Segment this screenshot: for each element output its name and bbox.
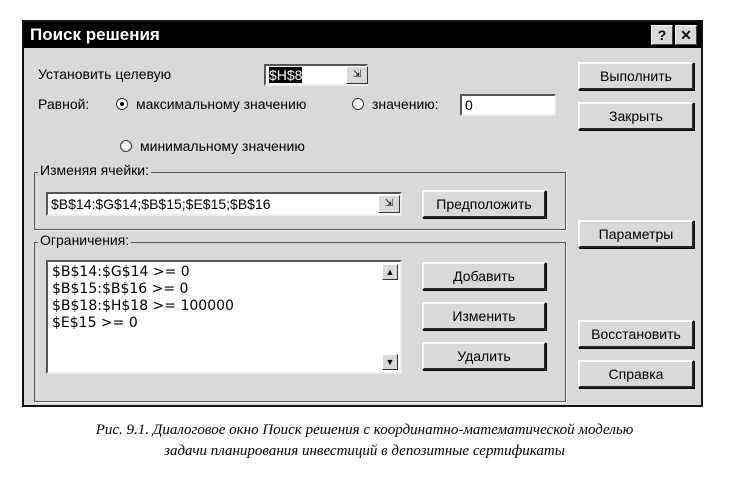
constraint-item[interactable]: $B$14:$G$14 >= 0 <box>52 264 190 280</box>
solver-dialog <box>22 20 703 407</box>
radio-min[interactable] <box>120 140 132 152</box>
constraint-item[interactable]: $B$15:$B$16 >= 0 <box>52 281 189 297</box>
help-button[interactable]: Справка <box>578 360 694 388</box>
constraints-list[interactable] <box>46 260 402 374</box>
close-button[interactable]: Закрыть <box>578 102 694 130</box>
scroll-up-icon[interactable]: ▲ <box>382 264 398 280</box>
changing-cells-label: Изменяя ячейки: <box>40 162 149 178</box>
delete-constraint-button[interactable]: Удалить <box>422 342 546 370</box>
help-title-button[interactable]: ? <box>651 25 673 45</box>
target-label: Установить целевую <box>38 66 172 82</box>
equal-label: Равной: <box>38 96 90 112</box>
radio-max[interactable] <box>116 98 128 110</box>
max-option-label: максимальному значению <box>136 96 307 112</box>
reset-button[interactable]: Восстановить <box>578 320 694 348</box>
value-option-label: значению: <box>372 96 439 112</box>
constraints-label: Ограничения: <box>40 232 130 248</box>
value-input[interactable]: 0 <box>460 94 556 116</box>
dialog-title: Поиск решения <box>30 25 160 44</box>
guess-button[interactable]: Предположить <box>422 190 546 218</box>
changing-ref-icon[interactable]: ⇲ <box>378 195 400 213</box>
changing-cells-input[interactable]: $B$14:$G$14;$B$15;$E$15;$B$16 <box>46 192 402 216</box>
target-cell-value: $H$8 <box>269 67 303 83</box>
figure-caption-line-1: Рис. 9.1. Диалоговое окно Поиск решения с координатно-математической моделью <box>95 422 634 438</box>
radio-value[interactable] <box>352 98 364 110</box>
constraint-item[interactable]: $B$18:$H$18 >= 100000 <box>52 298 234 314</box>
add-constraint-button[interactable]: Добавить <box>422 262 546 290</box>
edit-constraint-button[interactable]: Изменить <box>422 302 546 330</box>
title-bar <box>24 22 701 48</box>
scroll-down-icon[interactable]: ▼ <box>382 354 398 370</box>
execute-button[interactable]: Выполнить <box>578 62 694 90</box>
parameters-button[interactable]: Параметры <box>578 220 694 248</box>
min-option-label: минимальному значению <box>140 138 305 154</box>
close-title-button[interactable]: ✕ <box>675 25 697 45</box>
figure-caption-line-2: задачи планирования инвестиций в депозитные сертификаты <box>164 443 565 459</box>
target-ref-icon[interactable]: ⇲ <box>346 66 368 84</box>
constraint-item[interactable]: $E$15 >= 0 <box>52 315 138 331</box>
